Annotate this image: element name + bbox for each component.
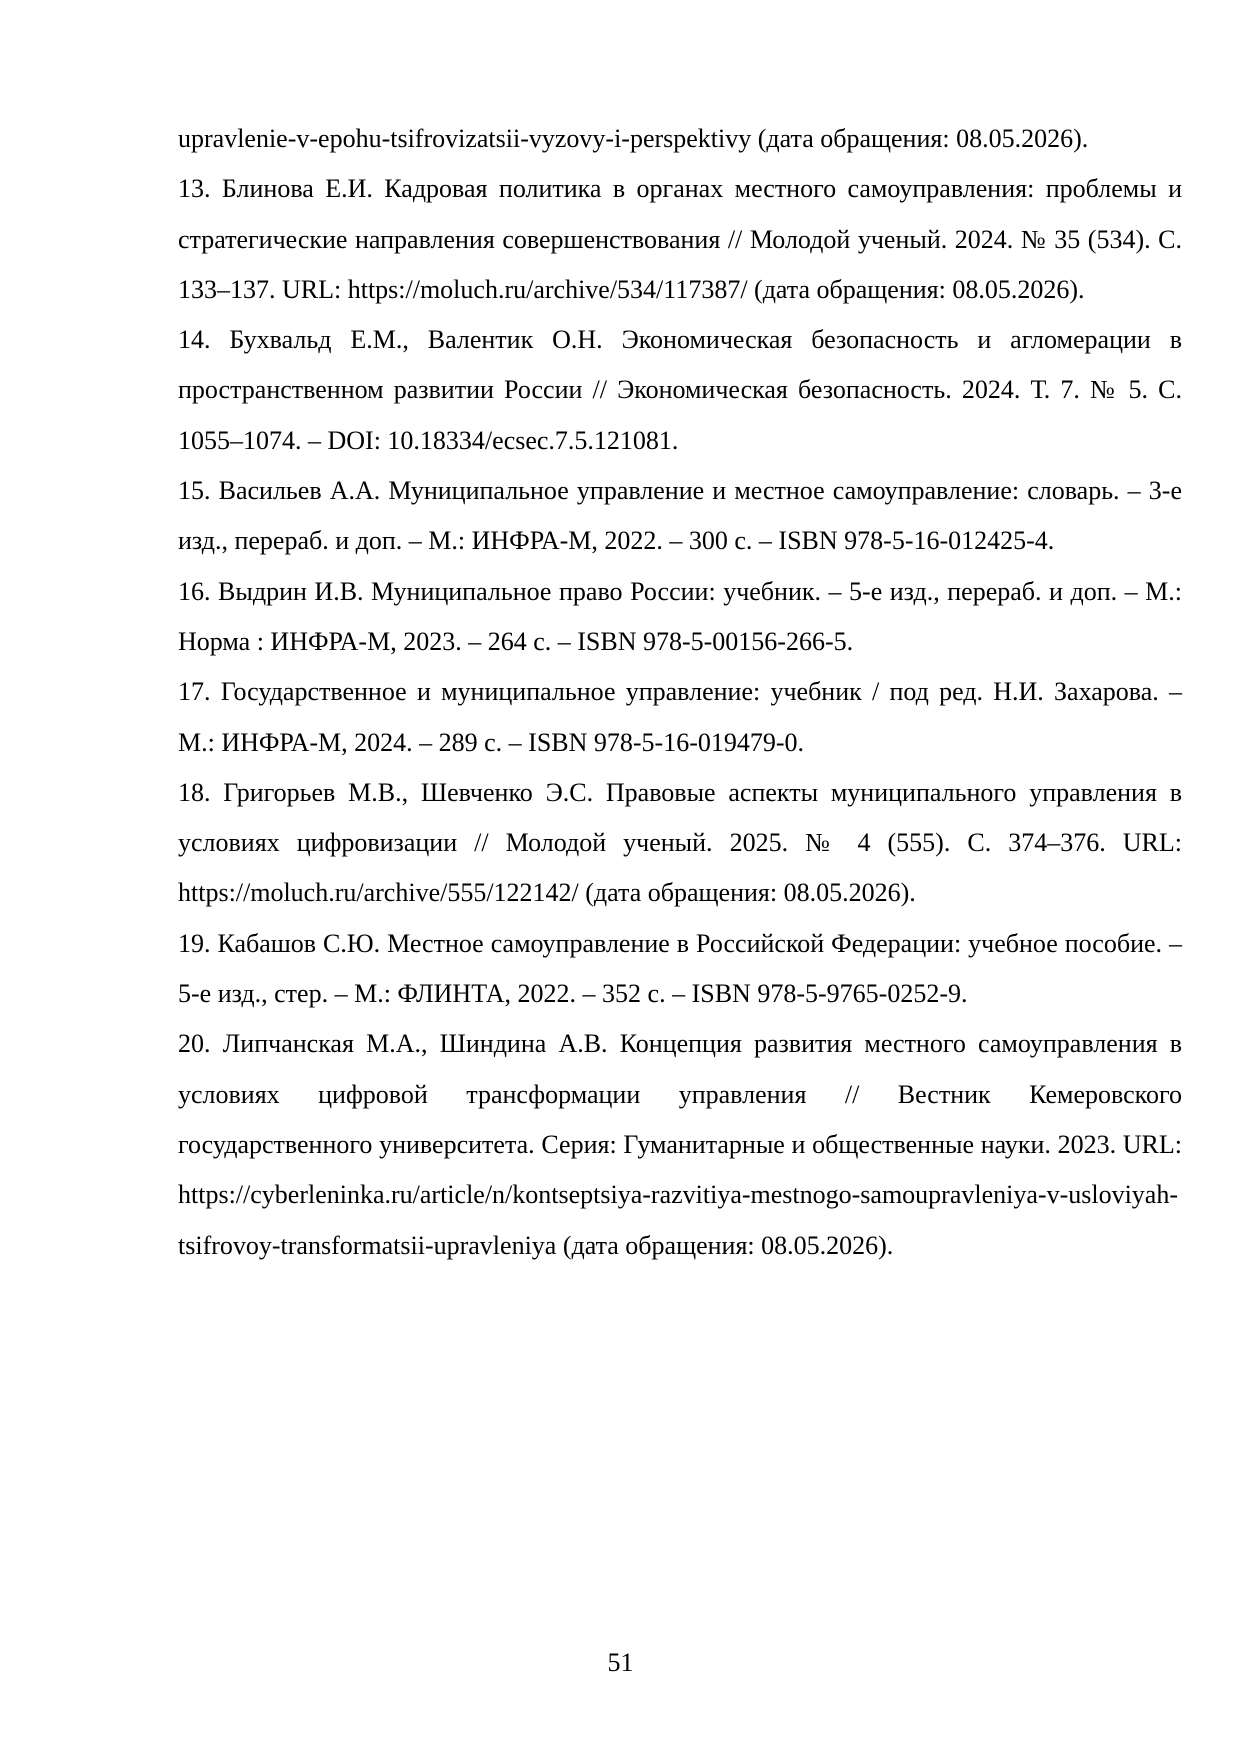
reference-entry-18: 18. Григорьев М.В., Шевченко Э.С. Правовые аспекты муниципального управления в условиях цифровизации // Молодой ученый. 2025. № 4 (555). С. 374–376. URL: https://moluch.ru/archive/555/122142/ (дата обращения: 08.05.2026). [178,777,1182,908]
reference-entry-14: 14. Бухвальд Е.М., Валентик О.Н. Экономическая безопасность и агломерации в пространственном развитии России // Экономическая безопасность. 2024. Т. 7. № 5. С. 1055–1074. – DOI: 10.18334/ecsec.7.5.121081. [178,325,1182,455]
bibliography-list [178,114,1182,1271]
reference-entry-20: 20. Липчанская М.А., Шиндина А.В. Концепция развития местного самоуправления в условиях цифровой трансформации управления // Вестник Кемеровского государственного университета. Серия: Гуманитарные и общественные науки. 2023. URL: https://cyberleninka.ru/article/n/kontseptsiya-razvitiya-mestnogo-samoupravleniya-v-usloviyah-tsifrovoy-transformatsii-upravleniya (дата обращения: 08.05.2026). [178,1029,1182,1260]
reference-entry-17: 17. Государственное и муниципальное управление: учебник / под ред. Н.И. Захарова. – М.: ИНФРА-М, 2024. – 289 с. – ISBN 978-5-16-019479-0. [178,677,1182,757]
reference-entry-15: 15. Васильев А.А. Муниципальное управление и местное самоуправление: словарь. – 3-е изд., перераб. и доп. – М.: ИНФРА-М, 2022. – 300 с. – ISBN 978-5-16-012425-4. [178,476,1182,556]
reference-entry-13: 13. Блинова Е.И. Кадровая политика в органах местного самоуправления: проблемы и стратегические направления совершенствования // Молодой ученый. 2024. № 35 (534). С. 133–137. URL: https://moluch.ru/archive/534/117387/ (дата обращения: 08.05.2026). [178,174,1182,304]
reference-entry-16: 16. Выдрин И.В. Муниципальное право России: учебник. – 5-е изд., перераб. и доп. – М.: Норма : ИНФРА-М, 2023. – 264 с. – ISBN 978-5-00156-266-5. [178,576,1182,656]
reference-entry-19: 19. Кабашов С.Ю. Местное самоуправление в Российской Федерации: учебное пособие. – 5-е изд., стер. – М.: ФЛИНТА, 2022. – 352 с. – ISBN 978-5-9765-0252-9. [178,928,1182,1009]
page-number: 51 [607,1648,634,1677]
reference-entry-continuation: upravlenie-v-epohu-tsifrovizatsii-vyzovy-i-perspektivy (дата обращения: 08.05.2026). [178,124,1089,153]
